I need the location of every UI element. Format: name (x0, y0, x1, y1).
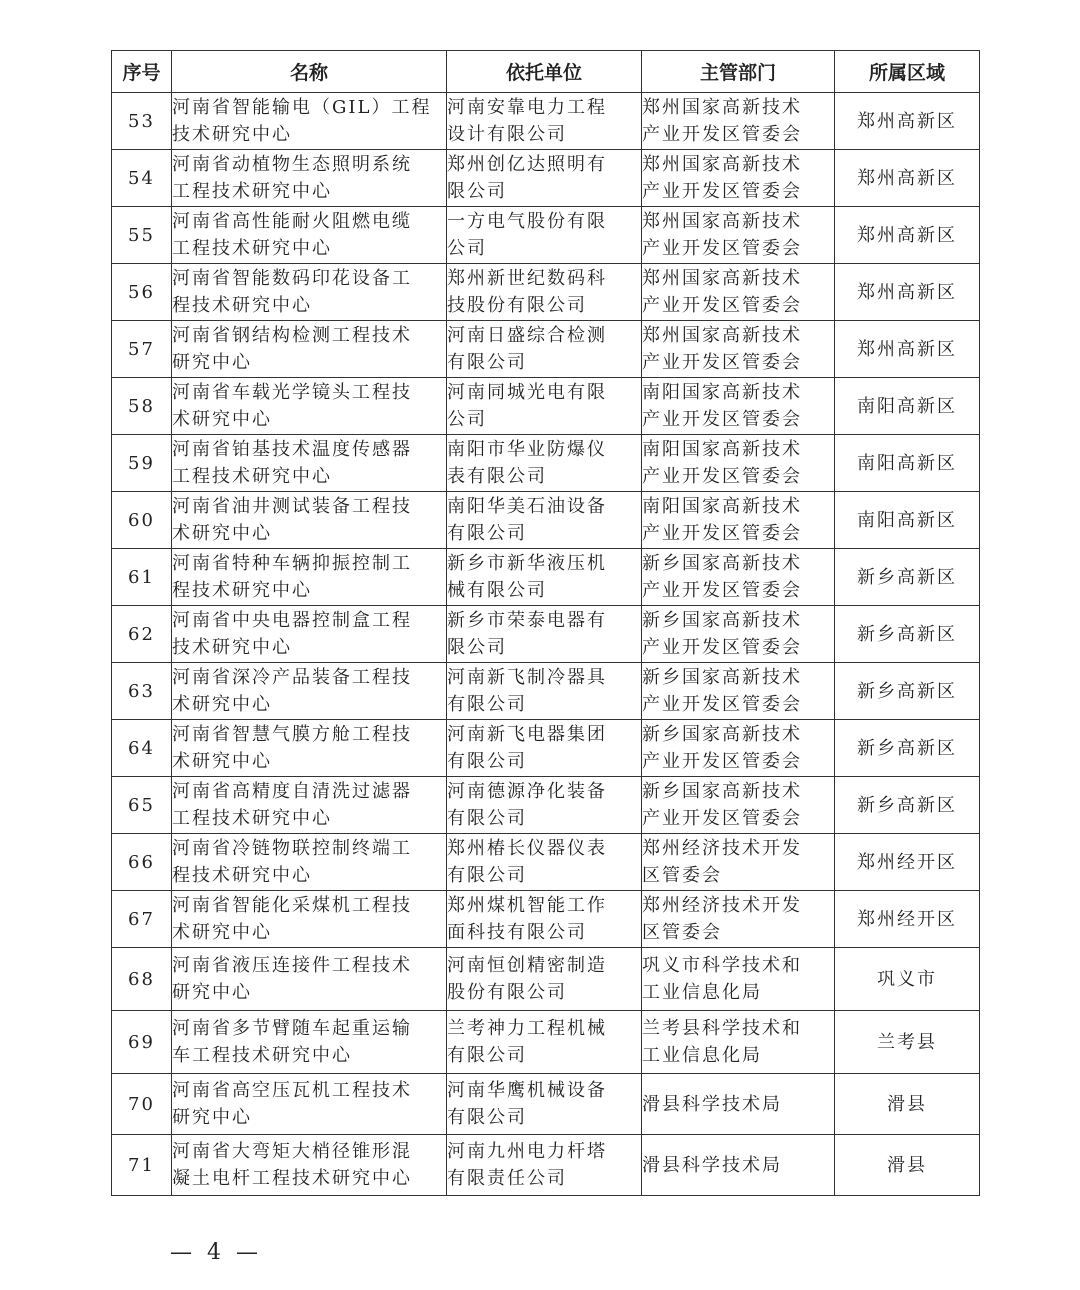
cell-name (172, 1074, 447, 1135)
cell-unit (447, 264, 642, 321)
cell-name-line: 河南省深冷产品装备工程技 (172, 667, 412, 688)
cell-unit-line: 限公司 (447, 181, 507, 202)
cell-name-line: 河南省智能化采煤机工程技 (172, 895, 412, 916)
cell-unit (447, 777, 642, 834)
cell-dept-line: 产业开发区管委会 (642, 409, 802, 430)
cell-unit-line: 有限公司 (447, 352, 527, 373)
cell-unit-line: 河南同城光电有限 (447, 382, 607, 403)
cell-number: 60 (112, 492, 172, 549)
header-number: 序号 (112, 51, 172, 93)
cell-region: 新乡高新区 (835, 777, 980, 834)
cell-unit-line: 一方电气股份有限 (447, 211, 607, 232)
cell-dept-line: 兰考县科学技术和 (642, 1018, 802, 1039)
cell-number: 58 (112, 378, 172, 435)
table-body (112, 93, 980, 1196)
cell-unit-line: 表有限公司 (447, 466, 547, 487)
cell-region: 滑县 (835, 1074, 980, 1135)
cell-unit-line: 河南日盛综合检测 (447, 325, 607, 346)
table-row (112, 1135, 980, 1196)
cell-unit-line: 河南新飞电器集团 (447, 724, 607, 745)
cell-unit-line: 有限公司 (447, 694, 527, 715)
cell-region: 南阳高新区 (835, 435, 980, 492)
cell-name-line: 河南省液压连接件工程技术 (172, 955, 412, 976)
cell-name-line: 河南省动植物生态照明系统 (172, 154, 412, 175)
cell-name (172, 606, 447, 663)
cell-name-line: 河南省钢结构检测工程技术 (172, 325, 412, 346)
cell-dept (642, 606, 835, 663)
cell-region: 兰考县 (835, 1011, 980, 1074)
cell-unit-line: 械有限公司 (447, 580, 547, 601)
cell-name-line: 河南省铂基技术温度传感器 (172, 439, 412, 460)
cell-dept-line: 南阳国家高新技术 (642, 496, 802, 517)
cell-region: 郑州高新区 (835, 207, 980, 264)
cell-name (172, 549, 447, 606)
cell-unit (447, 948, 642, 1011)
cell-unit (447, 891, 642, 948)
cell-dept (642, 777, 835, 834)
table-row (112, 492, 980, 549)
cell-region: 新乡高新区 (835, 549, 980, 606)
cell-unit-line: 兰考神力工程机械 (447, 1018, 607, 1039)
table-row (112, 834, 980, 891)
table-row (112, 93, 980, 150)
cell-dept-line: 新乡国家高新技术 (642, 781, 802, 802)
cell-dept-line: 区管委会 (642, 922, 722, 943)
cell-dept-line: 产业开发区管委会 (642, 295, 802, 316)
cell-unit-line: 有限公司 (447, 865, 527, 886)
cell-name (172, 834, 447, 891)
table-row (112, 777, 980, 834)
cell-name (172, 891, 447, 948)
cell-number: 64 (112, 720, 172, 777)
cell-name-line: 术研究中心 (172, 409, 272, 430)
cell-unit-line: 郑州煤机智能工作 (447, 895, 607, 916)
cell-unit-line: 南阳华美石油设备 (447, 496, 607, 517)
cell-number: 66 (112, 834, 172, 891)
table-row (112, 1074, 980, 1135)
cell-dept (642, 207, 835, 264)
cell-dept (642, 492, 835, 549)
cell-name-line: 河南省高性能耐火阻燃电缆 (172, 211, 412, 232)
cell-region: 新乡高新区 (835, 663, 980, 720)
cell-name (172, 492, 447, 549)
cell-dept-line: 新乡国家高新技术 (642, 667, 802, 688)
cell-name (172, 207, 447, 264)
cell-unit-line: 河南德源净化装备 (447, 781, 607, 802)
cell-name (172, 1135, 447, 1196)
cell-name-line: 河南省高空压瓦机工程技术 (172, 1080, 412, 1101)
cell-unit-line: 河南九州电力杆塔 (447, 1141, 607, 1162)
table-row (112, 321, 980, 378)
cell-unit (447, 93, 642, 150)
cell-unit-line: 限公司 (447, 637, 507, 658)
cell-unit-line: 有限公司 (447, 1045, 527, 1066)
research-center-table (111, 50, 980, 1196)
cell-unit-line: 郑州新世纪数码科 (447, 268, 607, 289)
cell-unit (447, 1011, 642, 1074)
cell-unit-line: 河南新飞制冷器具 (447, 667, 607, 688)
cell-dept-line: 郑州国家高新技术 (642, 154, 802, 175)
cell-dept-line: 产业开发区管委会 (642, 181, 802, 202)
cell-name (172, 1011, 447, 1074)
cell-region: 南阳高新区 (835, 378, 980, 435)
cell-dept-line: 郑州国家高新技术 (642, 97, 802, 118)
cell-unit-line: 面科技有限公司 (447, 922, 587, 943)
cell-region: 郑州高新区 (835, 321, 980, 378)
cell-region: 郑州高新区 (835, 150, 980, 207)
cell-dept-line: 南阳国家高新技术 (642, 382, 802, 403)
cell-dept-line: 产业开发区管委会 (642, 352, 802, 373)
cell-number: 53 (112, 93, 172, 150)
table-row (112, 264, 980, 321)
cell-name-line: 河南省多节臂随车起重运输 (172, 1018, 412, 1039)
cell-dept (642, 948, 835, 1011)
cell-dept-line: 产业开发区管委会 (642, 238, 802, 259)
table-row (112, 378, 980, 435)
cell-name-line: 河南省高精度自清洗过滤器 (172, 781, 412, 802)
cell-dept (642, 264, 835, 321)
cell-dept-line: 产业开发区管委会 (642, 751, 802, 772)
cell-unit (447, 549, 642, 606)
cell-name-line: 河南省中央电器控制盒工程 (172, 610, 412, 631)
table-row (112, 150, 980, 207)
cell-unit-line: 河南恒创精密制造 (447, 955, 607, 976)
cell-name (172, 663, 447, 720)
cell-number: 56 (112, 264, 172, 321)
cell-name (172, 948, 447, 1011)
cell-name-line: 凝土电杆工程技术研究中心 (172, 1168, 412, 1189)
cell-dept (642, 1074, 835, 1135)
cell-region: 滑县 (835, 1135, 980, 1196)
cell-dept-line: 工业信息化局 (642, 1045, 762, 1066)
cell-dept-line: 滑县科学技术局 (642, 1154, 782, 1176)
cell-dept-line: 产业开发区管委会 (642, 466, 802, 487)
cell-number: 61 (112, 549, 172, 606)
cell-number: 63 (112, 663, 172, 720)
cell-dept (642, 834, 835, 891)
cell-region: 郑州高新区 (835, 264, 980, 321)
cell-dept-line: 郑州经济技术开发 (642, 838, 802, 859)
cell-dept (642, 1135, 835, 1196)
cell-dept (642, 321, 835, 378)
cell-name-line: 河南省冷链物联控制终端工 (172, 838, 412, 859)
cell-dept-line: 新乡国家高新技术 (642, 724, 802, 745)
cell-dept-line: 郑州国家高新技术 (642, 211, 802, 232)
cell-dept (642, 93, 835, 150)
cell-name-line: 研究中心 (172, 352, 252, 373)
cell-unit (447, 492, 642, 549)
cell-unit-line: 新乡市新华液压机 (447, 553, 607, 574)
cell-unit (447, 606, 642, 663)
cell-dept-line: 滑县科学技术局 (642, 1093, 782, 1115)
cell-unit (447, 1135, 642, 1196)
cell-number: 67 (112, 891, 172, 948)
cell-unit-line: 技股份有限公司 (447, 295, 587, 316)
cell-name (172, 435, 447, 492)
table-row (112, 207, 980, 264)
cell-name (172, 264, 447, 321)
cell-region: 新乡高新区 (835, 720, 980, 777)
cell-dept-line: 郑州国家高新技术 (642, 325, 802, 346)
cell-unit-line: 有限公司 (447, 523, 527, 544)
cell-name (172, 93, 447, 150)
cell-dept-line: 产业开发区管委会 (642, 694, 802, 715)
cell-unit-line: 郑州创亿达照明有 (447, 154, 607, 175)
header-host-unit: 依托单位 (447, 51, 642, 93)
cell-number: 69 (112, 1011, 172, 1074)
cell-dept (642, 549, 835, 606)
cell-number: 59 (112, 435, 172, 492)
cell-name-line: 河南省智慧气膜方舱工程技 (172, 724, 412, 745)
cell-name-line: 河南省智能数码印花设备工 (172, 268, 412, 289)
cell-region: 巩义市 (835, 948, 980, 1011)
cell-number: 57 (112, 321, 172, 378)
cell-name-line: 研究中心 (172, 1107, 252, 1128)
cell-name (172, 378, 447, 435)
cell-unit-line: 河南安靠电力工程 (447, 97, 607, 118)
cell-dept-line: 产业开发区管委会 (642, 808, 802, 829)
table-row (112, 948, 980, 1011)
table-row (112, 891, 980, 948)
cell-unit (447, 1074, 642, 1135)
cell-region: 郑州高新区 (835, 93, 980, 150)
cell-dept-line: 新乡国家高新技术 (642, 610, 802, 631)
cell-dept-line: 郑州经济技术开发 (642, 895, 802, 916)
cell-dept-line: 产业开发区管委会 (642, 580, 802, 601)
cell-number: 55 (112, 207, 172, 264)
table-row (112, 663, 980, 720)
cell-unit (447, 321, 642, 378)
cell-dept-line: 区管委会 (642, 865, 722, 886)
cell-dept-line: 工业信息化局 (642, 982, 762, 1003)
cell-region: 南阳高新区 (835, 492, 980, 549)
cell-unit (447, 150, 642, 207)
cell-unit (447, 663, 642, 720)
cell-name-line: 术研究中心 (172, 922, 272, 943)
cell-name-line: 河南省特种车辆抑振控制工 (172, 553, 412, 574)
cell-name (172, 150, 447, 207)
table-row (112, 606, 980, 663)
cell-unit (447, 720, 642, 777)
cell-name-line: 河南省智能输电（GIL）工程 (172, 97, 432, 118)
cell-name-line: 工程技术研究中心 (172, 238, 332, 259)
cell-dept-line: 郑州国家高新技术 (642, 268, 802, 289)
cell-unit-line: 公司 (447, 409, 487, 430)
cell-number: 70 (112, 1074, 172, 1135)
cell-unit-line: 有限公司 (447, 1107, 527, 1128)
cell-dept (642, 378, 835, 435)
cell-dept (642, 891, 835, 948)
cell-name-line: 河南省车载光学镜头工程技 (172, 382, 412, 403)
cell-name-line: 程技术研究中心 (172, 865, 312, 886)
table-row (112, 435, 980, 492)
cell-number: 62 (112, 606, 172, 663)
cell-name-line: 术研究中心 (172, 523, 272, 544)
header-region: 所属区域 (835, 51, 980, 93)
cell-region: 新乡高新区 (835, 606, 980, 663)
table-row (112, 720, 980, 777)
cell-dept-line: 产业开发区管委会 (642, 124, 802, 145)
cell-name-line: 程技术研究中心 (172, 580, 312, 601)
cell-name-line: 工程技术研究中心 (172, 808, 332, 829)
cell-unit-line: 南阳市华业防爆仪 (447, 439, 607, 460)
cell-number: 68 (112, 948, 172, 1011)
cell-dept (642, 1011, 835, 1074)
cell-unit (447, 834, 642, 891)
table-header-row (112, 51, 980, 93)
cell-name (172, 777, 447, 834)
table-row (112, 549, 980, 606)
header-department: 主管部门 (642, 51, 835, 93)
cell-unit-line: 有限公司 (447, 751, 527, 772)
cell-name-line: 技术研究中心 (172, 124, 292, 145)
cell-dept (642, 720, 835, 777)
cell-unit-line: 郑州椿长仪器仪表 (447, 838, 607, 859)
cell-name-line: 术研究中心 (172, 694, 272, 715)
cell-unit-line: 新乡市荣泰电器有 (447, 610, 607, 631)
cell-region: 郑州经开区 (835, 834, 980, 891)
cell-dept-line: 巩义市科学技术和 (642, 955, 802, 976)
cell-dept (642, 435, 835, 492)
cell-name-line: 车工程技术研究中心 (172, 1045, 352, 1066)
cell-unit-line: 有限公司 (447, 808, 527, 829)
cell-dept (642, 663, 835, 720)
cell-unit-line: 股份有限公司 (447, 982, 567, 1003)
cell-name-line: 工程技术研究中心 (172, 181, 332, 202)
cell-name-line: 研究中心 (172, 982, 252, 1003)
header-name: 名称 (172, 51, 447, 93)
cell-number: 54 (112, 150, 172, 207)
cell-dept-line: 南阳国家高新技术 (642, 439, 802, 460)
cell-unit (447, 435, 642, 492)
cell-unit (447, 378, 642, 435)
cell-name (172, 321, 447, 378)
cell-name-line: 程技术研究中心 (172, 295, 312, 316)
cell-number: 65 (112, 777, 172, 834)
cell-region: 郑州经开区 (835, 891, 980, 948)
cell-name-line: 河南省油井测试装备工程技 (172, 496, 412, 517)
cell-dept (642, 150, 835, 207)
cell-name-line: 术研究中心 (172, 751, 272, 772)
cell-name-line: 技术研究中心 (172, 637, 292, 658)
page-number: — 4 — (170, 1240, 262, 1265)
cell-dept-line: 产业开发区管委会 (642, 637, 802, 658)
cell-unit-line: 公司 (447, 238, 487, 259)
cell-dept-line: 产业开发区管委会 (642, 523, 802, 544)
cell-number: 71 (112, 1135, 172, 1196)
cell-dept-line: 新乡国家高新技术 (642, 553, 802, 574)
cell-unit-line: 设计有限公司 (447, 124, 567, 145)
cell-name (172, 720, 447, 777)
cell-unit-line: 河南华鹰机械设备 (447, 1080, 607, 1101)
table-row (112, 1011, 980, 1074)
cell-name-line: 河南省大弯矩大梢径锥形混 (172, 1141, 412, 1162)
cell-unit (447, 207, 642, 264)
cell-unit-line: 有限责任公司 (447, 1168, 567, 1189)
cell-name-line: 工程技术研究中心 (172, 466, 332, 487)
